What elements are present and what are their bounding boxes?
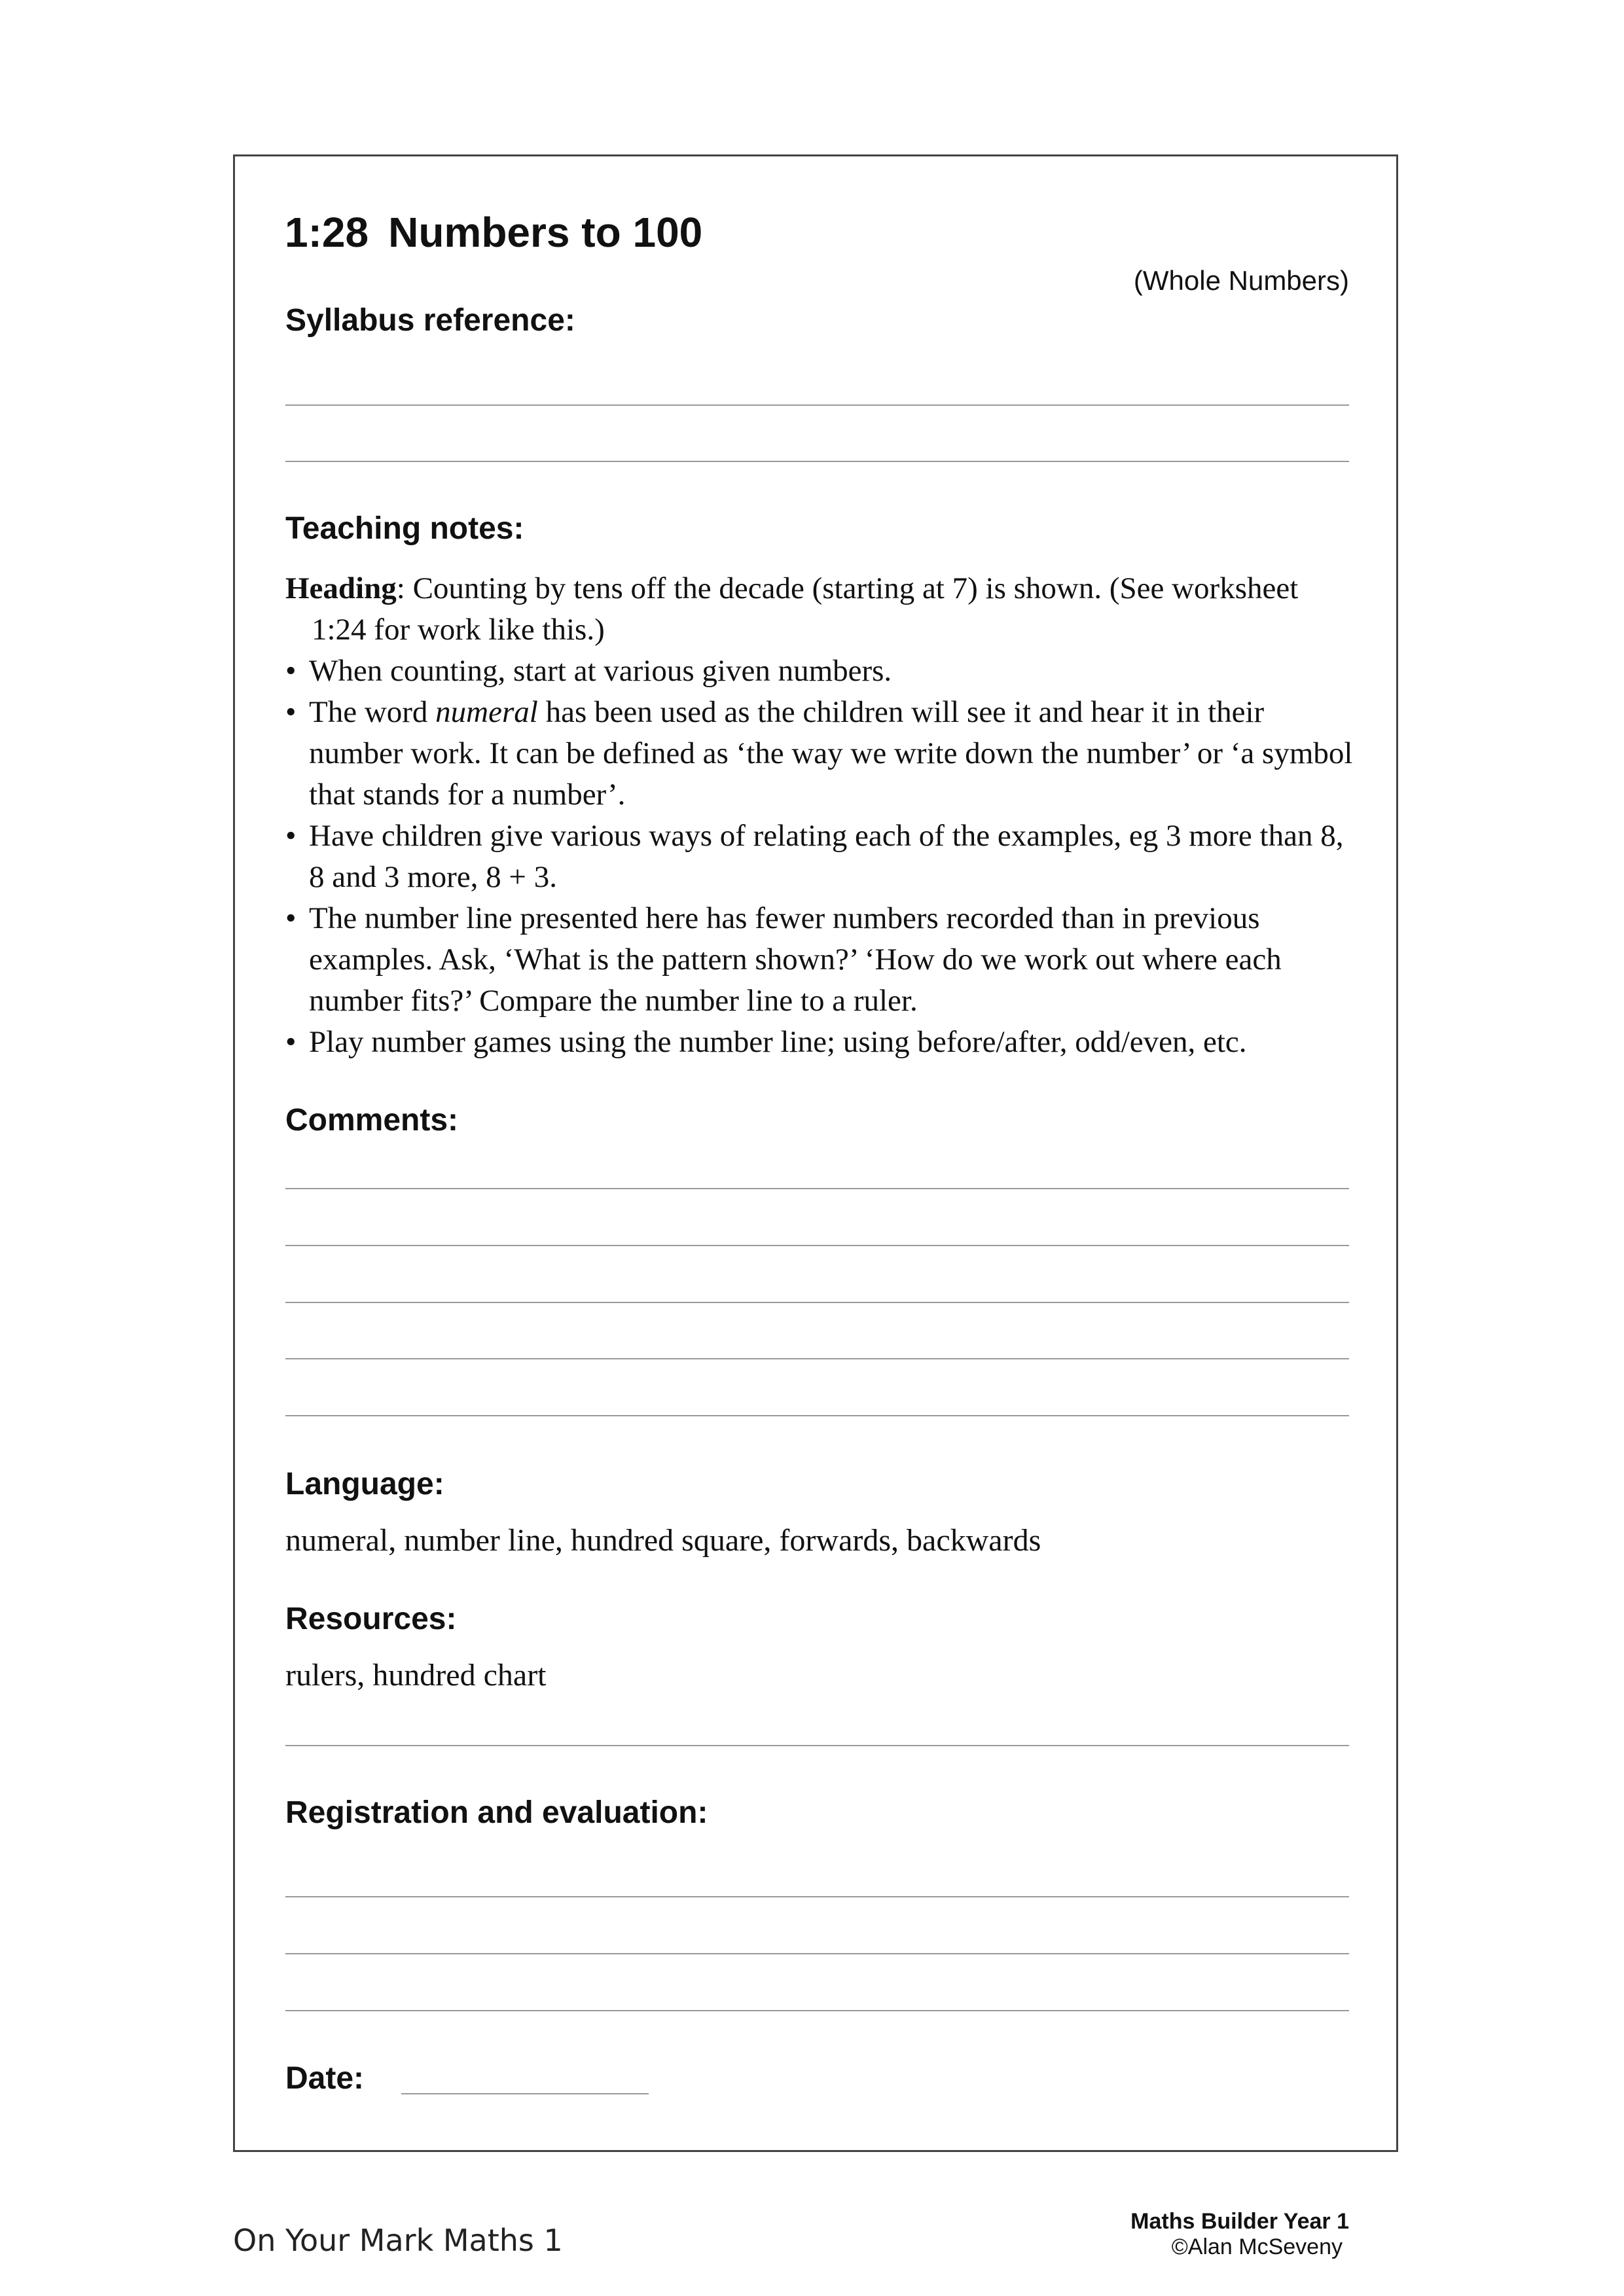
heading-note bbox=[285, 568, 1359, 651]
registration-line-2 bbox=[285, 1953, 1349, 1954]
sheet-code: 1:28 bbox=[285, 209, 369, 256]
comments-heading: Comments: bbox=[285, 1103, 459, 1138]
comments-line-1 bbox=[285, 1188, 1349, 1189]
comments-line-2 bbox=[285, 1245, 1349, 1246]
language-heading: Language: bbox=[285, 1467, 444, 1501]
language-text: numeral, number line, hundred square, forwards, backwards bbox=[285, 1523, 1041, 1558]
syllabus-line-1 bbox=[285, 404, 1349, 406]
list-item: • When counting, start at various given numbers. bbox=[285, 651, 1359, 692]
registration-heading: Registration and evaluation: bbox=[285, 1795, 708, 1830]
resources-text: rulers, hundred chart bbox=[285, 1658, 547, 1693]
list-item: • Play number games using the number line; using before/after, odd/even, etc. bbox=[285, 1022, 1359, 1063]
syllabus-heading: Syllabus reference: bbox=[285, 303, 575, 338]
comments-line-3 bbox=[285, 1302, 1349, 1303]
comments-line-5 bbox=[285, 1415, 1349, 1416]
footer-credits bbox=[1130, 2209, 1349, 2260]
heading-note-text: : Counting by tens off the decade (starting at 7) is shown. (See worksheet 1:24 for work like this.) bbox=[312, 571, 1299, 647]
copyright: ©Alan McSeveny bbox=[1171, 2234, 1343, 2259]
heading-note-label: Heading bbox=[285, 571, 397, 605]
list-item: • The number line presented here has fewer numbers recorded than in previous examples. Ask, ‘What is the pattern shown?’ ‘How do we work out where each number fits?’ Compare the number line to a ruler. bbox=[285, 898, 1359, 1022]
list-item bbox=[285, 692, 1359, 816]
registration-line-3 bbox=[285, 2010, 1349, 2011]
page-title bbox=[285, 208, 702, 257]
bullet-2-post: has been used as the children will see it and hear it in their number work. It can be defined as ‘the way we write down the number’ or ‘a symbol that stands for a number’. bbox=[309, 695, 1353, 812]
comments-line-4 bbox=[285, 1358, 1349, 1359]
book-title: Maths Builder Year 1 bbox=[1130, 2209, 1349, 2234]
date-line bbox=[401, 2093, 649, 2094]
teaching-notes-body bbox=[285, 568, 1359, 1063]
registration-line-1 bbox=[285, 1896, 1349, 1897]
resources-line bbox=[285, 1745, 1349, 1746]
list-item: • Have children give various ways of relating each of the examples, eg 3 more than 8, 8 and 3 more, 8 + 3. bbox=[285, 816, 1359, 898]
worksheet-frame bbox=[233, 154, 1398, 2152]
syllabus-line-2 bbox=[285, 461, 1349, 462]
topic-category: (Whole Numbers) bbox=[1133, 265, 1349, 296]
bullet-2-pre: The word bbox=[309, 695, 436, 729]
resources-heading: Resources: bbox=[285, 1602, 457, 1636]
sheet-title: Numbers to 100 bbox=[388, 209, 703, 256]
teaching-notes-list bbox=[285, 651, 1359, 1063]
date-heading: Date: bbox=[285, 2061, 365, 2096]
teaching-notes-heading: Teaching notes: bbox=[285, 511, 524, 546]
bullet-2-emphasis: numeral bbox=[435, 695, 538, 729]
series-name: On Your Mark Maths 1 bbox=[233, 2223, 563, 2258]
